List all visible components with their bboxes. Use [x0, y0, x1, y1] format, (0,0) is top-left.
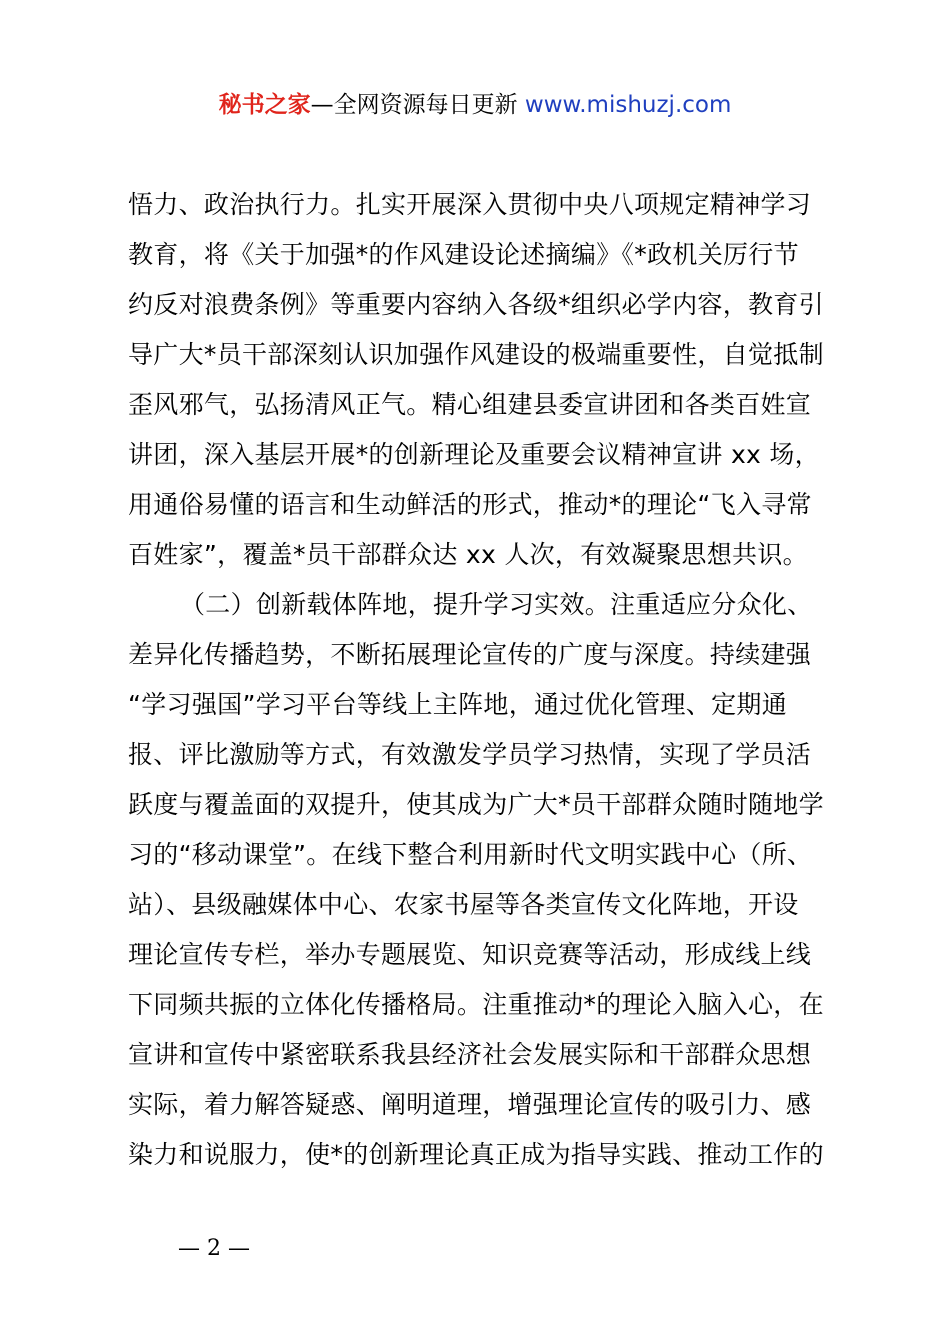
- page-header: [0, 88, 950, 122]
- site-url[interactable]: www.mishuzj.com: [524, 92, 732, 118]
- text-line: 宣讲和宣传中紧密联系我县经济社会发展实际和干部群众思想: [128, 1040, 812, 1069]
- text-line: 导广大*员干部深刻认识加强作风建设的极端重要性，自觉抵制: [128, 340, 824, 369]
- text-line: 歪风邪气，弘扬清风正气。精心组建县委宣讲团和各类百姓宣: [128, 390, 812, 419]
- text-line: 习的“移动课堂”。在线下整合利用新时代文明实践中心（所、: [128, 840, 813, 869]
- text-line: 用通俗易懂的语言和生动鲜活的形式，推动*的理论“飞入寻常: [128, 490, 812, 519]
- text-line: 理论宣传专栏，举办专题展览、知识竞赛等活动，形成线上线: [128, 940, 812, 969]
- text-line: 报、评比激励等方式，有效激发学员学习热情，实现了学员活: [128, 740, 812, 769]
- text-line: 实际，着力解答疑惑、阐明道理，增强理论宣传的吸引力、感: [128, 1090, 812, 1119]
- text-line: 站）、县级融媒体中心、农家书屋等各类宣传文化阵地，开设: [128, 890, 799, 919]
- text-line: 染力和说服力，使*的创新理论真正成为指导实践、推动工作的: [128, 1140, 824, 1169]
- text-line: 百姓家”，覆盖*员干部群众达 xx 人次，有效凝聚思想共识。: [128, 540, 808, 569]
- text-line: “学习强国”学习平台等线上主阵地，通过优化管理、定期通: [128, 690, 788, 719]
- header-tagline: —全网资源每日更新: [310, 92, 525, 118]
- text-line: 讲团，深入基层开展*的创新理论及重要会议精神宣讲 xx 场，: [128, 440, 820, 469]
- brand-name: 秘书之家: [218, 92, 311, 118]
- page-number: — 2 —: [178, 1236, 250, 1261]
- text-line: 跃度与覆盖面的双提升，使其成为广大*员干部群众随时随地学: [128, 790, 824, 819]
- text-line: 悟力、政治执行力。扎实开展深入贯彻中央八项规定精神学习: [128, 190, 812, 219]
- text-line: 约反对浪费条例》等重要内容纳入各级*组织必学内容，教育引: [128, 290, 824, 319]
- text-line: 差异化传播趋势，不断拓展理论宣传的广度与深度。持续建强: [128, 640, 812, 669]
- section-heading-line: （二）创新载体阵地，提升学习实效。注重适应分众化、: [180, 590, 813, 619]
- text-line: 下同频共振的立体化传播格局。注重推动*的理论入脑入心，在: [128, 990, 824, 1019]
- document-body: [128, 180, 834, 1180]
- text-line: 教育，将《关于加强*的作风建设论述摘编》《*政机关厉行节: [128, 240, 799, 269]
